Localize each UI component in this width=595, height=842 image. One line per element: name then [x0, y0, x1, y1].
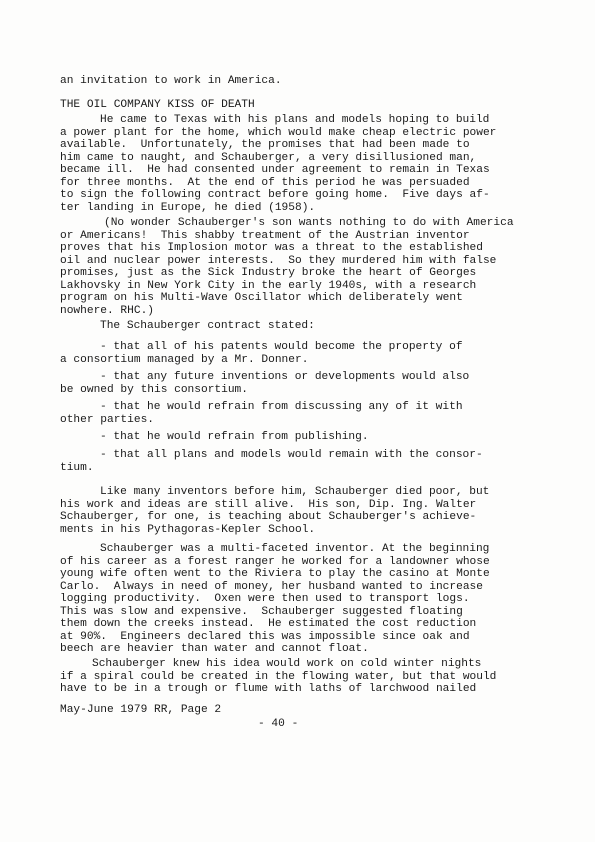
contract-item-1: - that all of his patents would become the property of a consortium managed by a Mr. Donner. [60, 341, 463, 366]
page-number: - 40 - [258, 718, 299, 730]
paragraph-legacy: Like many inventors before him, Schauberger died poor, but his work and ideas are still alive. His son, Dip. Ing. Walter Schauberger, for one, is teaching about Schauberger's achieve- ments in his Pythagoras-Kepler School. [60, 486, 490, 536]
paragraph-spiral: Schauberger knew his idea would work on cold winter nights if a spiral could be created in the flowing water, but that would have to be in a trough or flume with laths of larchwood nailed [60, 658, 497, 695]
paragraph-texas: He came to Texas with his plans and models hoping to build a power plant for the home, which would make cheap electric power available. Unfortunately, the promises that had been made to him came to naught, and Schauberger, a very disillusioned man, became ill. He had consented under agreement to remain in Texas for three months. At the end of this period he was persuaded to sign the following contract before going home. Five days af- ter landing in Europe, he died (1958). [60, 114, 497, 214]
contract-intro: The Schauberger contract stated: [100, 320, 315, 332]
contract-item-2: - that any future inventions or developments would also be owned by this consortium. [60, 371, 470, 396]
intro-line: an invitation to work in America. [60, 75, 282, 87]
contract-item-5: - that all plans and models would remain with the consor- tium. [60, 449, 483, 474]
paragraph-editorial-note: (No wonder Schauberger's son wants nothing to do with America or Americans! This shabby treatment of the Austrian inventor proves that his Implosion motor was a threat to the established oil and nuclear power interests. So they murdered him with false promises, just as the Sick Industry broke the heart of Georges Lakhovsky in New York City in the early 1940s, with a research program on his Multi-Wave Oscillator which deliberately went nowhere. RHC.) [60, 217, 514, 317]
footer-source: May-June 1979 RR, Page 2 [60, 704, 222, 716]
contract-item-3: - that he would refrain from discussing any of it with other parties. [60, 401, 463, 426]
contract-item-4: - that he would refrain from publishing. [100, 431, 369, 443]
paragraph-forest-ranger: Schauberger was a multi-faceted inventor. At the beginning of his career as a forest ranger he worked for a landowner whose young wife often went to the Riviera to play the casino at Monte Carlo. Always in need of money, her husband wanted to increase logging productivity. Oxen were then used to transport logs. This was slow and expensive. Schauberger suggested floating them down the creeks instead. He estimated the cost reduction at 90%. Engineers declared this was impossible since oak and beech are heavier than water and cannot float. [60, 543, 490, 655]
section-heading: THE OIL COMPANY KISS OF DEATH [60, 99, 255, 111]
